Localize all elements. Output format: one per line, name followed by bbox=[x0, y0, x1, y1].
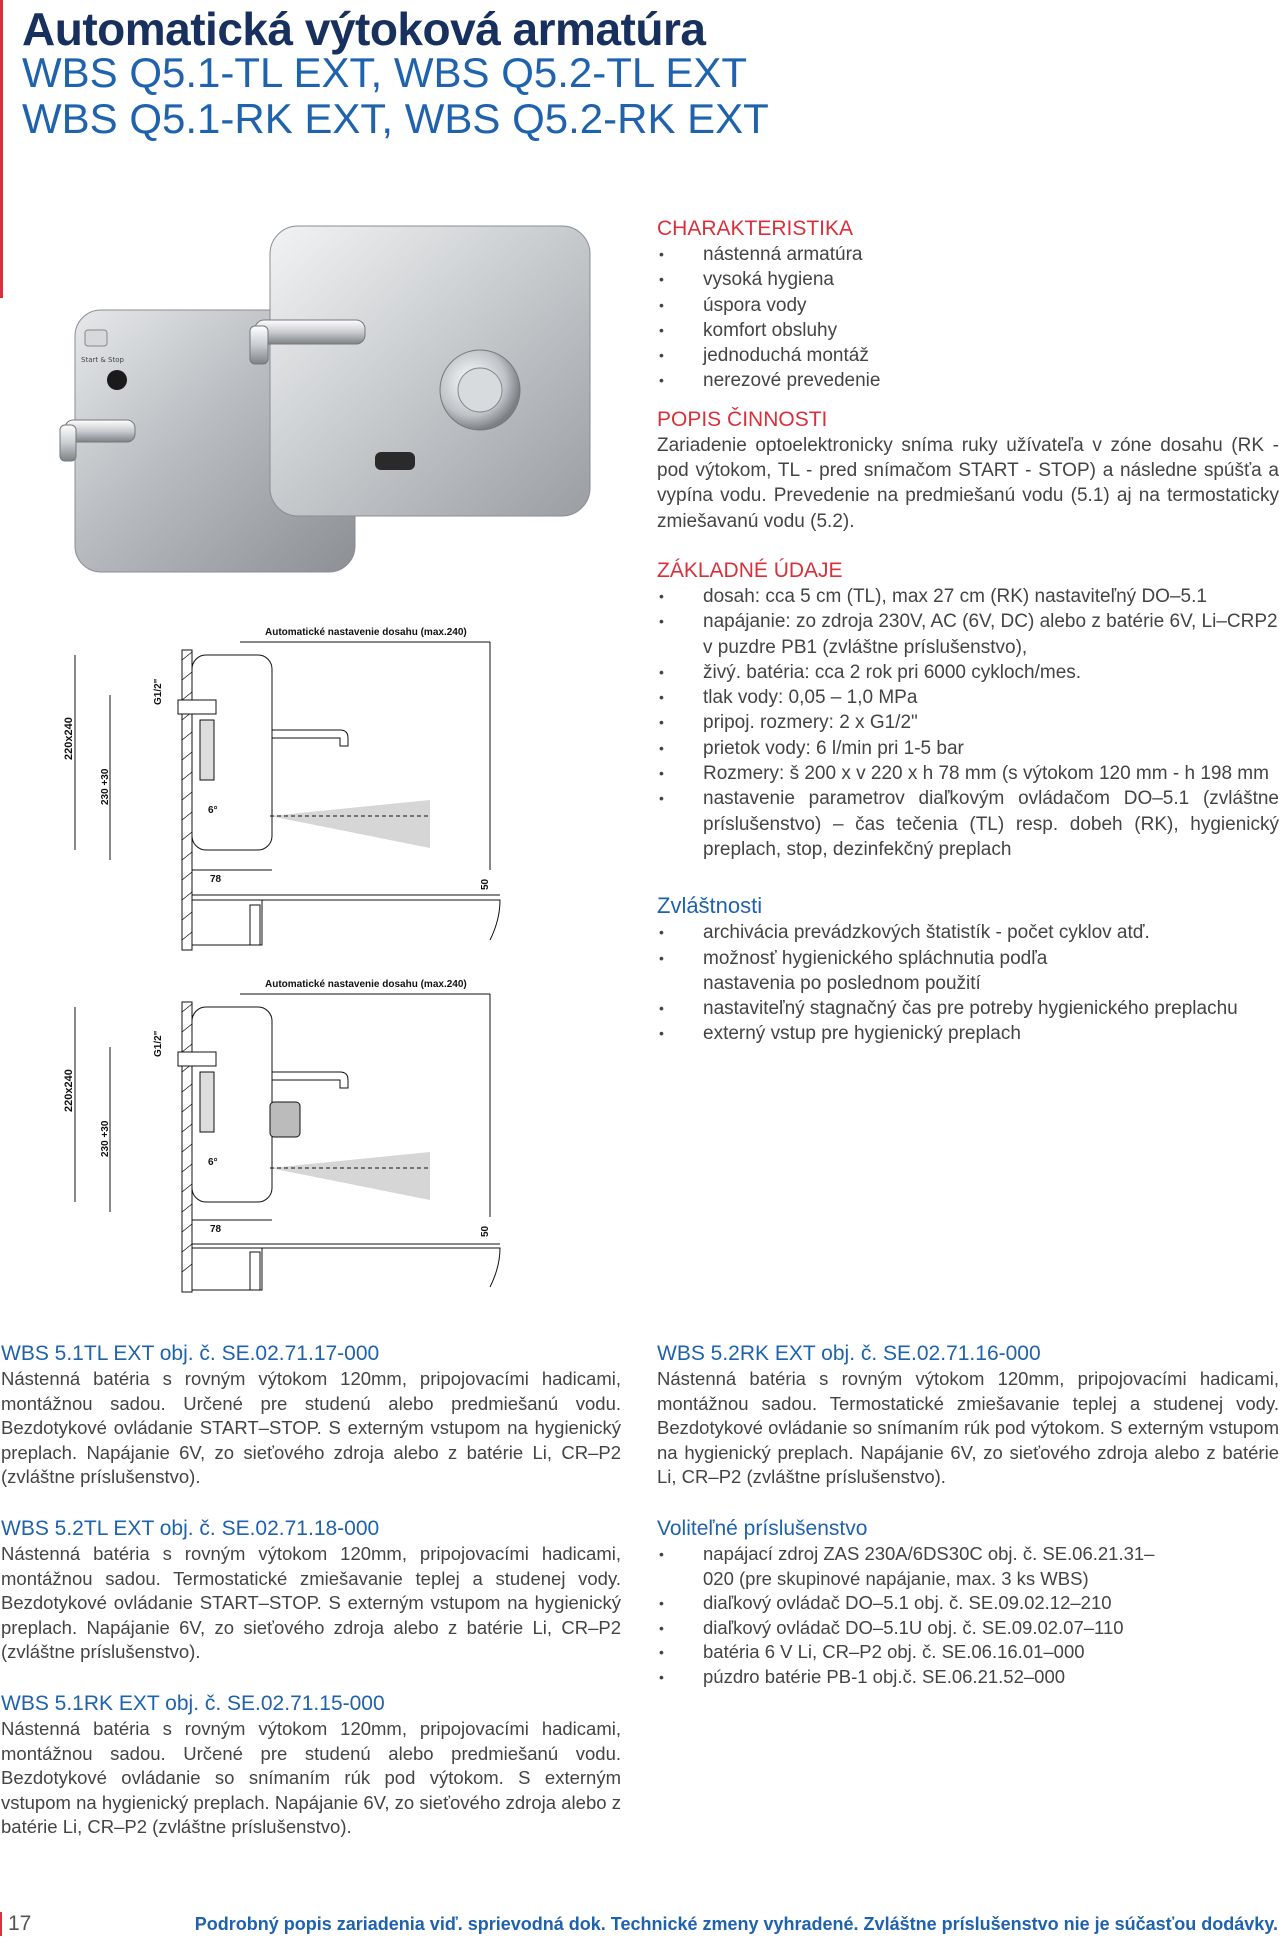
thread-label: G1/2" bbox=[153, 1030, 164, 1057]
thread-label: G1/2" bbox=[153, 678, 164, 705]
section-heading-basic-data: ZÁKLADNÉ ÚDAJE bbox=[657, 558, 843, 582]
page-title: Automatická výtoková armatúra bbox=[22, 3, 706, 55]
dim-height: 220x240 bbox=[63, 717, 75, 760]
drawing-title: Automatické nastavenie dosahu (max.240) bbox=[265, 979, 467, 990]
product-wbs-5-1rk bbox=[1, 1690, 621, 1840]
list-item: • púzdro batérie PB-1 obj.č. SE.06.21.52–000 bbox=[657, 1665, 1279, 1690]
dim-width: 78 bbox=[210, 874, 222, 885]
list-item: • komfort obsluhy bbox=[657, 318, 1279, 343]
list-item: • dosah: cca 5 cm (TL), max 27 cm (RK) nastaviteľný DO–5.1 bbox=[657, 584, 1279, 609]
accessories-list bbox=[657, 1542, 1279, 1690]
angle-label: 6° bbox=[208, 805, 218, 816]
list-item: • nastavenie parametrov diaľkovým ovládačom DO–5.1 (zvláštne príslušenstvo) – čas tečenia (TL) resp. dobeh (RK), hygienický preplach, stop, dezinfekčný preplach bbox=[657, 786, 1279, 862]
features-list bbox=[657, 920, 1279, 1046]
list-item: • napájanie: zo zdroja 230V, AC (6V, DC) alebo z batérie 6V, Li–CRP2 v puzdre PB1 (zvláštne príslušenstvo), bbox=[657, 609, 1279, 660]
operation-description: Zariadenie optoelektronicky sníma ruky užívateľa v zóne dosahu (RK - pod výtokom, TL - pred snímačom START - STOP) a následne spúšťa a vypína vodu. Prevedenie na predmiešanú vodu (5.1) aj na termostaticky zmiešavanú vodu (5.2). bbox=[657, 434, 1279, 532]
product-wbs-5-2rk bbox=[657, 1340, 1279, 1490]
product-description: Nástenná batéria s rovným výtokom 120mm, pripojovacími hadicami, montážnou sadou. Termostatické zmiešavanie teplej a studenej vody. Bezdotykové ovládanie so snímaním rúk pod výtokom. S externým vstupom na hygienický preplach. Napájanie 6V, zo sieťového zdroja alebo z batérie Li, CR–P2 (zvláštne príslušenstvo). bbox=[657, 1368, 1279, 1488]
list-item: • diaľkový ovládač DO–5.1U obj. č. SE.09.02.07–110 bbox=[657, 1616, 1279, 1641]
spec-column bbox=[657, 216, 1279, 1047]
dim-width: 78 bbox=[210, 1224, 222, 1235]
product-description: Nástenná batéria s rovným výtokom 120mm, pripojovacími hadicami, montážnou sadou. Určené pre studenú alebo predmiešanú vodu. Bezdotykové ovládanie so snímaním rúk pod výtokom. S externým vstupom na hygienický preplach. Napájanie 6V, zo sieťového zdroja alebo z batérie Li, CR–P2 (zvláštne príslušenstvo). bbox=[1, 1718, 621, 1838]
product-heading: WBS 5.1RK EXT obj. č. SE.02.71.15-000 bbox=[1, 1692, 385, 1715]
list-item: • nerezové prevedenie bbox=[657, 368, 1279, 393]
list-item: • nastaviteľný stagnačný čas pre potreby hygienického preplachu bbox=[657, 996, 1279, 1021]
list-item: • Rozmery: š 200 x v 220 x h 78 mm (s výtokom 120 mm - h 198 mm bbox=[657, 761, 1279, 786]
list-item: • diaľkový ovládač DO–5.1 obj. č. SE.09.02.12–210 bbox=[657, 1591, 1279, 1616]
list-item: • živý. batéria: cca 2 rok pri 6000 cykloch/mes. bbox=[657, 660, 1279, 685]
page-number: 17 bbox=[0, 1912, 31, 1936]
list-item: • jednoduchá montáž bbox=[657, 343, 1279, 368]
dim-inner: 230 +30 bbox=[100, 1120, 111, 1157]
list-item: • prietok vody: 6 l/min pri 1-5 bar bbox=[657, 736, 1279, 761]
model-line-1: WBS Q5.1-TL EXT, WBS Q5.2-TL EXT bbox=[22, 49, 748, 96]
product-heading: WBS 5.2RK EXT obj. č. SE.02.71.16-000 bbox=[657, 1342, 1041, 1365]
accent-bar bbox=[0, 0, 3, 298]
product-description: Nástenná batéria s rovným výtokom 120mm, pripojovacími hadicami, montážnou sadou. Termostatické zmiešavanie teplej a studenej vody. Bezdotykové ovládanie START–STOP. S externým vstupom na hygienický preplach. Napájanie 6V, zo sieťového zdroja alebo z batérie Li, CR–P2 (zvláštne príslušenstvo). bbox=[1, 1543, 621, 1663]
list-item: • pripoj. rozmery: 2 x G1/2" bbox=[657, 710, 1279, 735]
product-description: Nástenná batéria s rovným výtokom 120mm, pripojovacími hadicami, montážnou sadou. Určené pre studenú alebo predmiešanú vodu. Bezdotykové ovládanie START–STOP. S externým vstupom na hygienický preplach. Napájanie 6V, zo sieťového zdroja alebo z batérie Li, CR–P2 (zvláštne príslušenstvo). bbox=[1, 1368, 621, 1488]
list-item: • nástenná armatúra bbox=[657, 242, 1279, 267]
characteristics-list bbox=[657, 242, 1279, 394]
dim-offset: 50 bbox=[480, 878, 491, 890]
product-wbs-5-2tl bbox=[1, 1515, 621, 1665]
accessories-heading: Voliteľné príslušenstvo bbox=[657, 1517, 868, 1540]
product-photo bbox=[55, 220, 615, 590]
model-list bbox=[22, 50, 769, 142]
list-item: • externý vstup pre hygienický preplach bbox=[657, 1021, 1279, 1046]
product-heading: WBS 5.1TL EXT obj. č. SE.02.71.17-000 bbox=[1, 1342, 380, 1365]
list-item: • batéria 6 V Li, CR–P2 obj. č. SE.06.16.01–000 bbox=[657, 1640, 1279, 1665]
list-item: • napájací zdroj ZAS 230A/6DS30C obj. č. SE.06.21.31–020 (pre skupinové napájanie, max. 3 ks WBS) bbox=[657, 1542, 1183, 1591]
technical-drawing-tl bbox=[63, 620, 590, 950]
dim-height: 220x240 bbox=[63, 1069, 75, 1112]
technical-drawing-rk bbox=[63, 962, 590, 1292]
dim-offset: 50 bbox=[480, 1225, 491, 1237]
product-heading: WBS 5.2TL EXT obj. č. SE.02.71.18-000 bbox=[1, 1517, 380, 1540]
model-line-2: WBS Q5.1-RK EXT, WBS Q5.2-RK EXT bbox=[22, 95, 769, 142]
angle-label: 6° bbox=[208, 1157, 218, 1168]
list-item: • vysoká hygiena bbox=[657, 267, 1279, 292]
list-item: • archivácia prevádzkových štatistík - počet cyklov atď. bbox=[657, 920, 1279, 945]
list-item: • úspora vody bbox=[657, 293, 1279, 318]
list-item: • tlak vody: 0,05 – 1,0 MPa bbox=[657, 685, 1279, 710]
basic-data-list bbox=[657, 584, 1279, 862]
section-heading-features: Zvláštnosti bbox=[657, 893, 763, 919]
list-item: • možnosť hygienického spláchnutia podľa nastavenia po poslednom použití bbox=[657, 946, 1123, 997]
optional-accessories bbox=[657, 1515, 1279, 1690]
section-heading-characteristics: CHARAKTERISTIKA bbox=[657, 217, 854, 240]
drawing-title: Automatické nastavenie dosahu (max.240) bbox=[265, 627, 467, 638]
start-stop-label: Start & Stop bbox=[81, 356, 124, 364]
dim-inner: 230 +30 bbox=[100, 768, 111, 805]
product-wbs-5-1tl bbox=[1, 1340, 621, 1490]
footer-note: Podrobný popis zariadenia viď. sprievodná dok. Technické zmeny vyhradené. Zvláštne príslušenstvo nie je súčasťou dodávky. bbox=[194, 1914, 1278, 1934]
section-heading-operation: POPIS ČINNOSTI bbox=[657, 407, 828, 431]
